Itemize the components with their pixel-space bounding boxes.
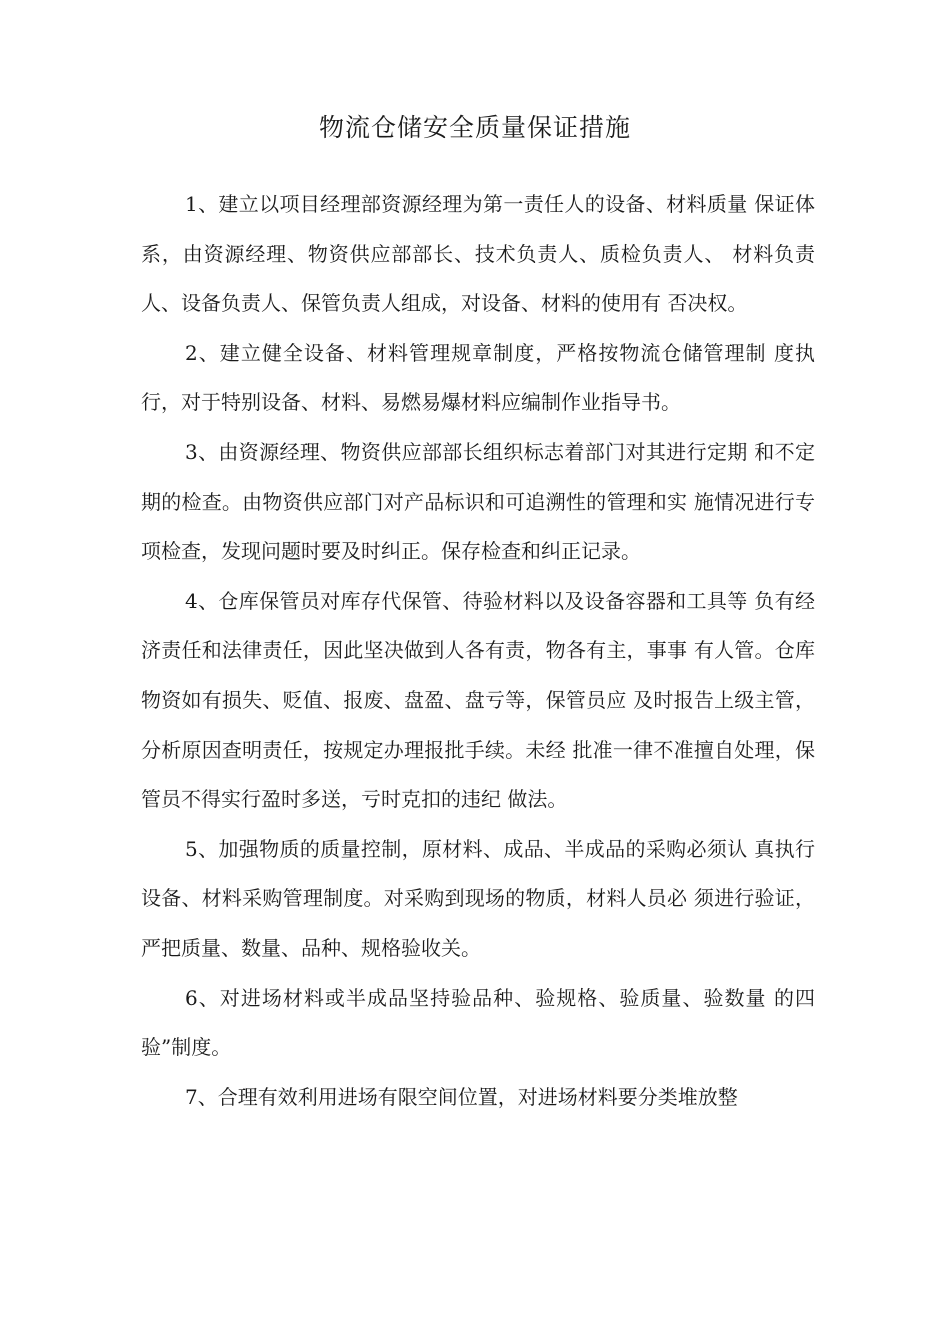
paragraph-4: 4、仓库保管员对库存代保管、待验材料以及设备容器和工具等 负有经济责任和法律责任，因此坚决做到人各有责，物各有主，事事 有人管。仓库物资如有损失、贬值、报废、盘盈、盘亏等，保管员应 及时报告上级主管，分析原因查明责任，按规定办理报批手续。未经 批准一律不准擅自处理，保管员不得实行盈时多送，亏时克扣的违纪 做法。 [141, 588, 815, 812]
paragraph-6: 6、对进场材料或半成品坚持验品种、验规格、验质量、验数量 的四验”制度。 [141, 985, 815, 1060]
document-title: 物流仓储安全质量保证措施 [318, 113, 631, 142]
paragraph-5: 5、加强物质的质量控制，原材料、成品、半成品的采购必须认 真执行设备、材料采购管理制度。对采购到现场的物质，材料人员必 须进行验证，严把质量、数量、品种、规格验收关。 [141, 836, 815, 960]
paragraph-7: 7、合理有效利用进场有限空间位置，对进场材料要分类堆放整 [185, 1084, 738, 1109]
paragraph-2: 2、建立健全设备、材料管理规章制度，严格按物流仓储管理制 度执行，对于特别设备、材料、易燃易爆材料应编制作业指导书。 [141, 340, 815, 415]
paragraph-1: 1、建立以项目经理部资源经理为第一责任人的设备、材料质量 保证体系，由资源经理、物资供应部部长、技术负责人、质检负责人、 材料负责人、设备负责人、保管负责人组成，对设备、材料的使用有 否决权。 [141, 192, 815, 316]
paragraph-3: 3、由资源经理、物资供应部部长组织标志着部门对其进行定期 和不定期的检查。由物资供应部门对产品标识和可追溯性的管理和实 施情况进行专项检查，发现问题时要及时纠正。保存检查和纠正记录。 [141, 439, 815, 564]
document-body [141, 180, 815, 1122]
